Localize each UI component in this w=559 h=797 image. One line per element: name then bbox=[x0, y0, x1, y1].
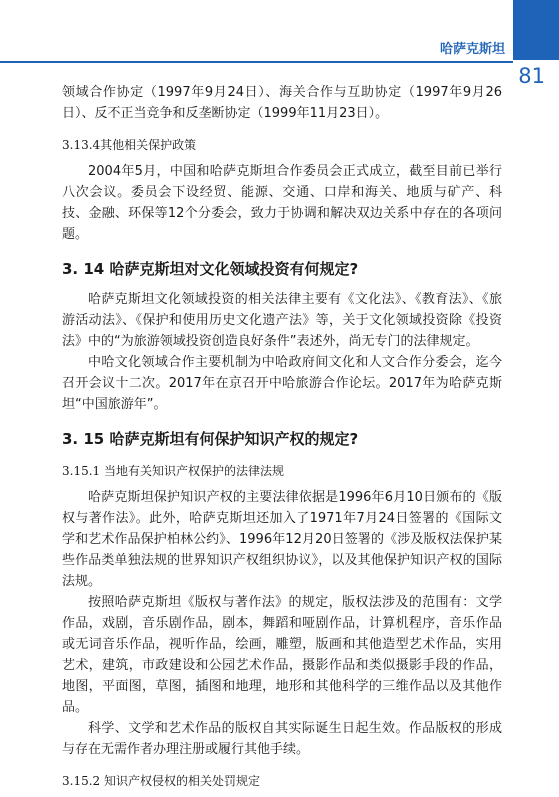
section-heading-3-15-1: 3.15.1 当地有关知识产权保护的法律法规 bbox=[62, 464, 284, 478]
page-number: 81 bbox=[518, 64, 545, 88]
paragraph-3-15-1-laws: 哈萨克斯坦保护知识产权的主要法律依据是1996年6月10日颁布的《版权与著作法》。此外，哈萨克斯坦还加入了1971年7月24日签署的《国际文学和艺术作品保护柏林公约》、1996年12月20日签署的《涉及版权法保护某些作品类单独法规的世界知识产权组织协议》，以及其他保护知识产权的国际法规。 bbox=[62, 490, 502, 589]
section-heading-3-13-4: 3.13.4其他相关保护政策 bbox=[62, 138, 197, 152]
paragraph-3-14-laws: 哈萨克斯坦文化领域投资的相关法律主要有《文化法》、《教育法》、《旅游活动法》、《保护和使用历史文化遗产法》等，关于文化领域投资除《投资法》中的“为旅游领域投资创造良好条件”表述外，尚无专门的法律规定。 bbox=[62, 292, 502, 349]
paragraph-3-15-1-effect: 科学、文学和艺术作品的版权自其实际诞生日起生效。作品版权的形成与存在无需作者办理注册或履行其他手续。 bbox=[62, 721, 502, 757]
intro-paragraph: 领域合作协定（1997年9月24日）、海关合作与互助协定（1997年9月26日）、反不正当竞争和反垄断协定（1999年11月23日）。 bbox=[62, 85, 502, 121]
section-heading-3-15: 3. 15 哈萨克斯坦有何保护知识产权的规定? bbox=[62, 430, 359, 448]
paragraph-3-14-cooperation: 中哈文化领域合作主要机制为中哈政府间文化和人文合作分委会，迄今召开会议十二次。2017年在京召开中哈旅游合作论坛。2017年为哈萨克斯坦“中国旅游年”。 bbox=[62, 355, 502, 412]
running-header-title: 哈萨克斯坦 bbox=[439, 42, 505, 57]
paragraph-3-13-4: 2004年5月，中国和哈萨克斯坦合作委员会正式成立，截至目前已举行八次会议。委员会下设经贸、能源、交通、口岸和海关、地质与矿产、科技、金融、环保等12个分委会，致力于协调和解决双边关系中存在的各项问题。 bbox=[62, 164, 502, 242]
header-accent-bar bbox=[513, 0, 559, 60]
section-heading-3-15-2: 3.15.2 知识产权侵权的相关处罚规定 bbox=[62, 774, 260, 788]
header-divider bbox=[0, 61, 513, 63]
section-heading-3-14: 3. 14 哈萨克斯坦对文化领域投资有何规定? bbox=[62, 260, 359, 278]
page-body bbox=[62, 82, 502, 797]
paragraph-3-15-1-scope: 按照哈萨克斯坦《版权与著作法》的规定，版权法涉及的范围有：文学作品，戏剧，音乐剧作品，剧本，舞蹈和哑剧作品，计算机程序，音乐作品或无词音乐作品，视听作品，绘画，雕塑，版画和其他造型艺术作品，实用艺术，建筑，市政建设和公园艺术作品，摄影作品和类似摄影手段的作品，地图，平面图，草图，插图和地理，地形和其他科学的三维作品以及其他作品。 bbox=[62, 595, 502, 715]
